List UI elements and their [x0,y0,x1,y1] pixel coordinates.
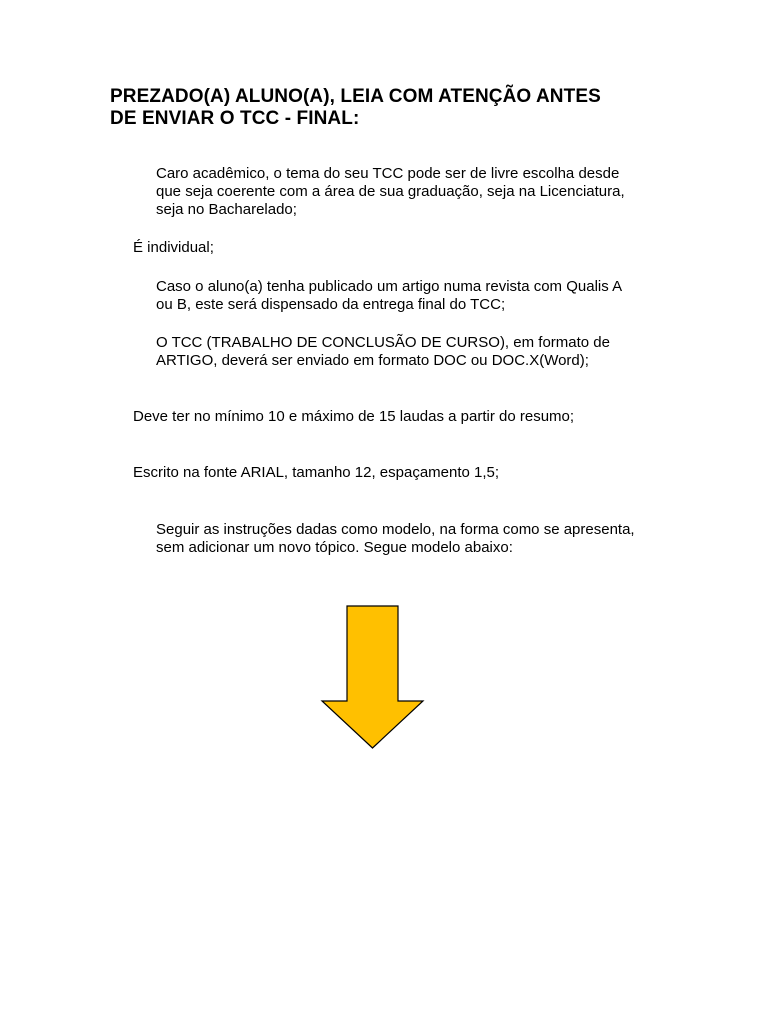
paragraph-qualis: Caso o aluno(a) tenha publicado um artigo numa revista com Qualis A ou B, este será dispensado da entrega final do TCC; [156,278,623,313]
page-title: PREZADO(A) ALUNO(A), LEIA COM ATENÇÃO ANTES DE ENVIAR O TCC - FINAL: [110,86,601,129]
paragraph-font: Escrito na fonte ARIAL, tamanho 12, espaçamento 1,5; [133,464,500,481]
paragraph-theme: Caro acadêmico, o tema do seu TCC pode ser de livre escolha desde que seja coerente com a área de sua graduação, seja na Licenciatura, seja no Bacharelado; [156,165,625,218]
down-arrow-icon [320,604,426,750]
paragraph-format: O TCC (TRABALHO DE CONCLUSÃO DE CURSO), em formato de ARTIGO, deverá ser enviado em formato DOC ou DOC.X(Word); [156,334,610,369]
paragraph-instructions: Seguir as instruções dadas como modelo, na forma como se apresenta, sem adicionar um novo tópico. Segue modelo abaixo: [156,521,635,556]
paragraph-individual: É individual; [133,239,214,256]
down-arrow-shape [322,606,423,748]
paragraph-pages: Deve ter no mínimo 10 e máximo de 15 laudas a partir do resumo; [133,408,575,425]
